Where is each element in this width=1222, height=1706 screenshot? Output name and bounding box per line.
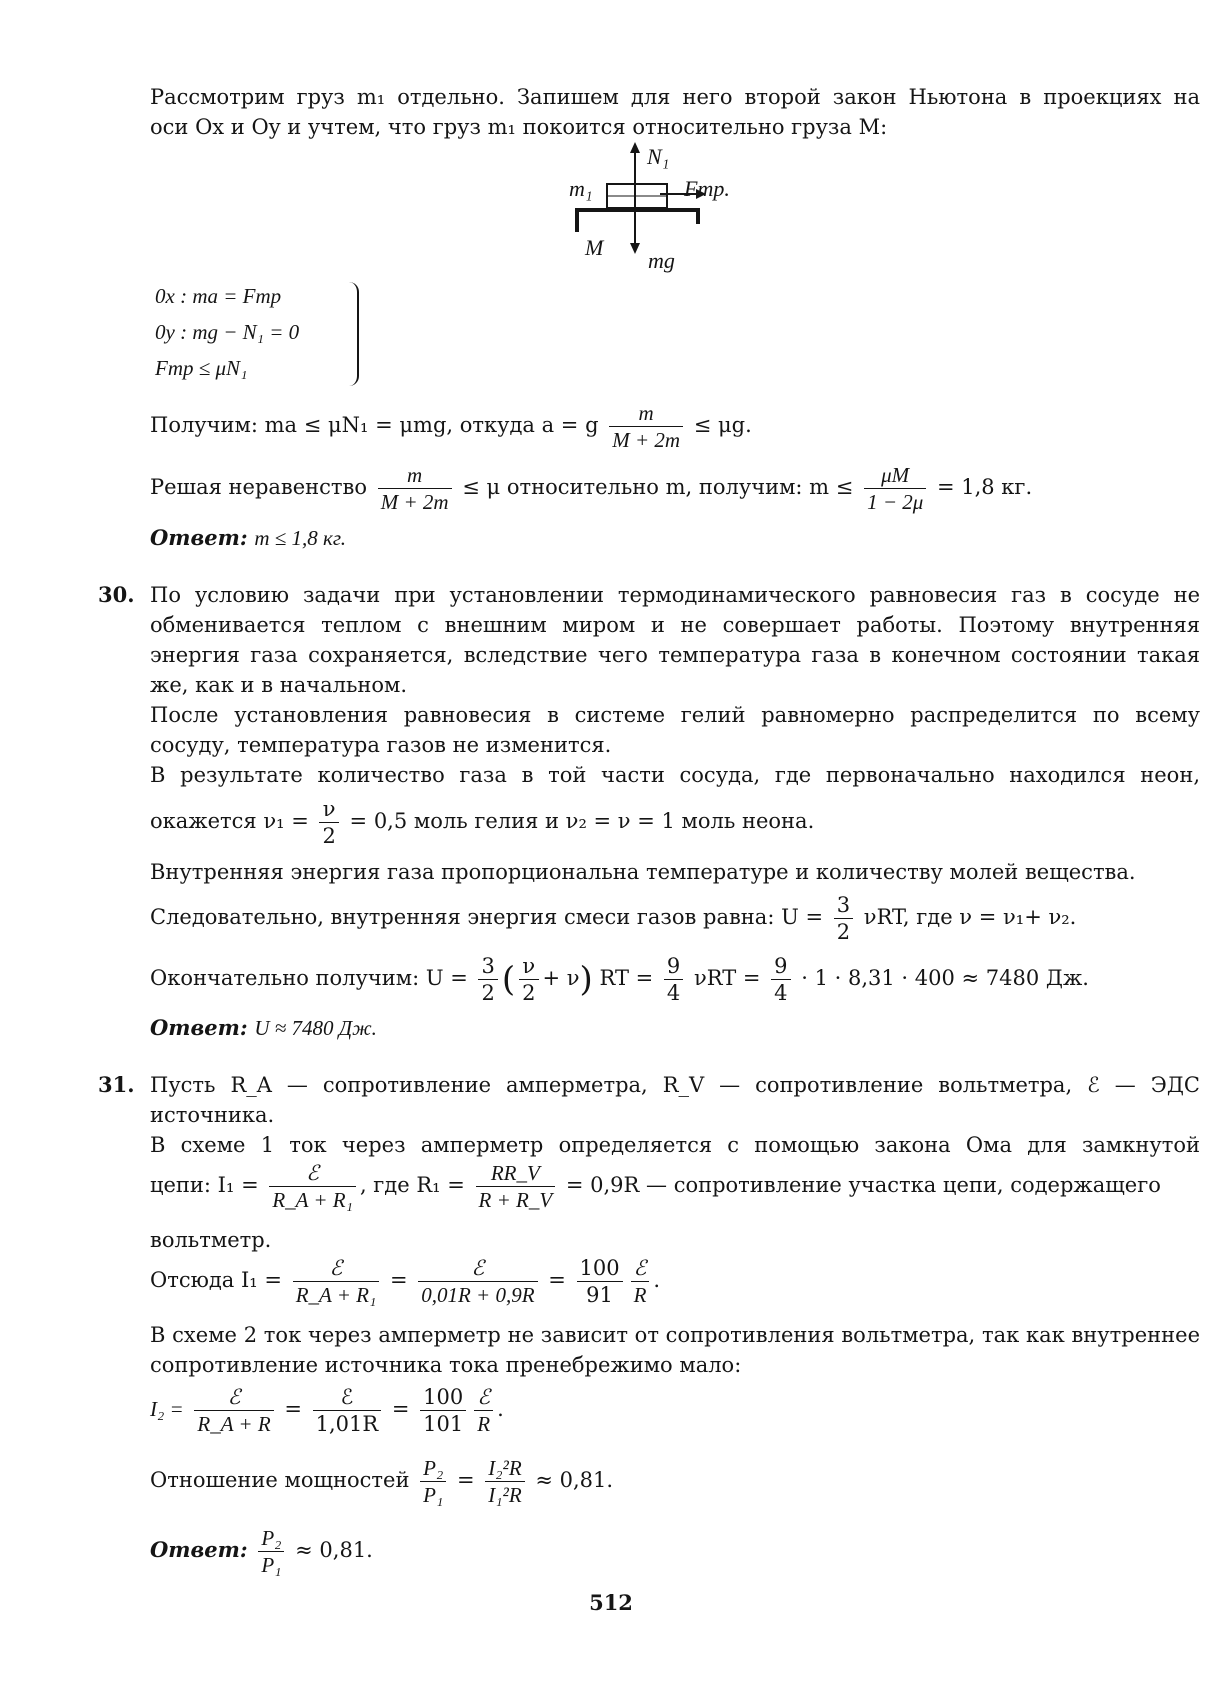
task31 (98, 1070, 1200, 1160)
task30-nu-line: окажется ν₁ = $\frac{\nu}{2}$ = 0,5 моль гелия и ν₂ = ν = 1 моль неона. (150, 797, 815, 848)
equation-oy: 0y : mg − N₁ = 0 (155, 320, 300, 344)
final-frac-b: $\frac{\nu}{2}$ (519, 953, 538, 1006)
label-N1: N₁ (647, 144, 670, 169)
task31-paragraph-6: В схеме 2 ток через амперметр не зависит от сопротивления вольтметра, так как внутреннее сопротивление источника тока пренебрежимо мало: (150, 1323, 1200, 1377)
final-frac-d: $\frac{9}{4}$ (771, 953, 790, 1006)
page-number: 512 (589, 1590, 633, 1615)
task29-answer (150, 523, 1200, 553)
solve-fraction-2: $\frac{\mu M}{1 - 2\mu}$ (864, 462, 926, 515)
ohm-frac-2: $\frac{RR\_V}{R + R\_V}$ (476, 1160, 556, 1213)
intro-line-1: Рассмотрим груз m₁ отдельно. Запишем для него второй закон Ньютона в проекциях на (150, 85, 1200, 109)
task29-solve (150, 462, 1200, 515)
task31-paragraph-4: вольтметр. (150, 1228, 272, 1252)
task31-number: 31. (98, 1072, 135, 1097)
task29-result (150, 400, 1200, 453)
n1-arrowhead (630, 142, 640, 153)
task30-paragraph-5: Внутренняя энергия газа пропорциональна температуре и количеству молей вещества. (150, 860, 1136, 884)
label-Ftr: Fтр. (684, 176, 730, 201)
label-mg: mg (648, 248, 675, 273)
task30-energy-line: Следовательно, внутренняя энергия смеси газов равна: U = $\frac{3}{2}$ νRT, где ν = ν₁+ ν₂. (150, 893, 1077, 944)
task31-answer: Ответ: $\frac{\text{P₂}}{\text{P₁}}$ ≈ 0,81. (150, 1526, 373, 1577)
label-M: M (585, 235, 604, 260)
solve-mid: ≤ μ относительно m, получим: m ≤ (462, 475, 854, 499)
task30-answer: Ответ: U ≈ 7480 Дж. (150, 1015, 377, 1040)
result-suffix: ≤ μg. (693, 413, 752, 437)
energy-fraction: $\frac{3}{2}$ (834, 892, 853, 945)
intro-line-2: оси Ox и Oy и учтем, что груз m₁ покоится относительно груза M: (150, 115, 888, 139)
result-fraction: $\frac{m}{M + 2m}$ (609, 400, 683, 453)
equation-system (155, 278, 299, 386)
task31-paragraph-2: В схеме 1 ток через амперметр определяется с помощью закона Ома для замкнутой (150, 1133, 1200, 1157)
solve-prefix: Решая неравенство (150, 475, 368, 499)
solve-fraction-1: $\frac{m}{M + 2m}$ (378, 462, 452, 515)
equation-friction: Fтр ≤ μN₁ (155, 356, 248, 380)
answer-label: Ответ: (150, 525, 248, 550)
nu-fraction: $\frac{\nu}{2}$ (319, 796, 338, 849)
task30-number: 30. (98, 582, 135, 607)
task31-paragraph-1: Пусть R_A — сопротивление амперметра, R_V — сопротивление вольтметра, ℰ — ЭДС источника. (150, 1073, 1200, 1127)
task30-final-line: Окончательно получим: U = $\frac{3}{2}$ ( $\frac{\nu}{2}$ + ν) RT = $\frac{9}{4}$ νRT = $\frac{9}{4}$ · 1 · 8,31 · 400 ≈ 7480 Дж. (150, 954, 1089, 1005)
ohm-frac-1: $\frac{\text{ℰ}}{\text{R\_A + R₁}}$ (269, 1160, 356, 1213)
task31-power-line: Отношение мощностей $\frac{\text{P₂}}{\text{P₁}}$ = $\frac{\text{I₂²R}}{\text{I₁²R}}$ ≈ 0,81. (150, 1456, 614, 1507)
task31-i2-line: I₂ = $\frac{\text{ℰ}}{R\_A + R}$ = $\frac{\text{ℰ}}{1,01R}$ = $\frac{100}{101}$ $\frac{\text{ℰ}}{R}$ . (150, 1385, 504, 1436)
final-frac-c: $\frac{9}{4}$ (664, 953, 683, 1006)
task31-ohm-line: цепи: I₁ = $\frac{\text{ℰ}}{\text{R\_A + R₁}}$ , где R₁ = $\frac{RR\_V}{R + R\_V}$ = 0,9R — сопротивление участка цепи, содержащего (150, 1161, 1161, 1212)
result-prefix: Получим: ma ≤ μN₁ = μmg, откуда a = g (150, 413, 599, 437)
task30-paragraph-3: В результате количество газа в той части сосуда, где первоначально находился неон, (150, 763, 1200, 787)
task30-paragraph-2: После установления равновесия в системе гелий равномерно распределится по всему сосуду, температура газов не изменится. (150, 703, 1200, 757)
task30-paragraph-1: По условию задачи при установлении термодинамического равновесия газ в сосуде не обменивается теплом с внешним миром и не совершает работы. Поэтому внутренняя энергия газа сохраняется, вследствие чего температура газа в конечном состоянии такая же, как и в начальном. (150, 583, 1200, 697)
task30 (98, 580, 1200, 790)
answer-value: m ≤ 1,8 кг. (254, 526, 347, 550)
mg-arrowhead (630, 243, 640, 254)
solve-suffix: = 1,8 кг. (936, 475, 1033, 499)
final-frac-a: $\frac{3}{2}$ (478, 953, 497, 1006)
equation-ox: 0x : ma = Fтр (155, 284, 282, 308)
system-brace (345, 282, 359, 386)
task31-i1-line: Отсюда I₁ = $\frac{\text{ℰ}}{\text{R\_A + R₁}}$ = $\frac{\text{ℰ}}{0,01R + 0,9R}$ = $\frac{100}{91}$ $\frac{\text{ℰ}}{R}$ . (150, 1256, 661, 1307)
label-m1: m₁ (569, 176, 593, 201)
